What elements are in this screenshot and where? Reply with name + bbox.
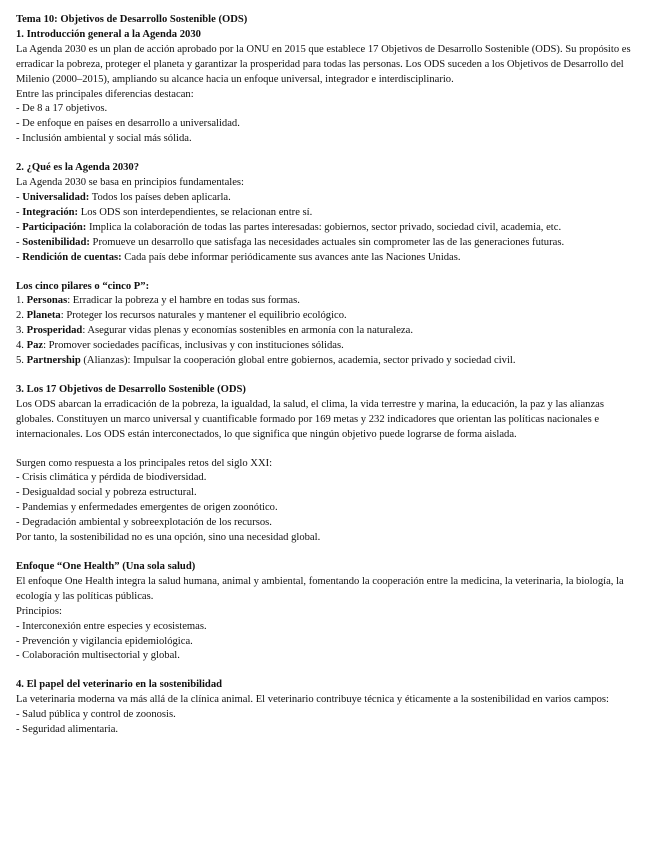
section-2-heading: 2. ¿Qué es la Agenda 2030? <box>16 162 140 174</box>
list-item: - Crisis climática y pérdida de biodiversidad. <box>16 472 207 484</box>
list-item: - Degradación ambiental y sobreexplotación de los recursos. <box>16 517 272 529</box>
list-item: - Participación: Implica la colaboración de todas las partes interesadas: gobiernos, sector privado, sociedad civil, academia, etc. <box>16 221 562 233</box>
principle-text: Los ODS son interdependientes, se relacionan entre sí. <box>78 206 313 218</box>
pillar-text: : Proteger los recursos naturales y mantener el equilibrio ecológico. <box>60 310 347 322</box>
list-item: - De 8 a 17 objetivos. <box>16 103 108 115</box>
list-item: - Rendición de cuentas: Cada país debe informar periódicamente sus avances ante las Naciones Unidas. <box>16 251 461 263</box>
section-1-paragraph: La Agenda 2030 es un plan de acción aprobado por la ONU en 2015 que establece 17 Objetivos de Desarrollo Sostenible (ODS). Su propósito es erradicar la pobreza, proteger el planeta y garantizar la prosperidad para todas las personas. Los ODS suceden a los Objetivos de Desarrollo del Milenio (2000–2015), ampliando su alcance hacia un enfoque universal, integrador e interdisciplinario. <box>16 43 631 85</box>
list-item: - De enfoque en países en desarrollo a universalidad. <box>16 118 240 130</box>
principle-label: Sostenibilidad: <box>22 236 90 248</box>
spacer <box>16 546 641 560</box>
list-item: - Inclusión ambiental y social más sólida. <box>16 133 192 145</box>
pillar-text: (Alianzas): Impulsar la cooperación global entre gobiernos, academia, sector privado y sociedad civil. <box>80 355 516 367</box>
pillar-number: 5. <box>16 355 27 367</box>
document-title: Tema 10: Objetivos de Desarrollo Sostenible (ODS) <box>16 14 248 25</box>
spacer <box>16 266 641 280</box>
spacer <box>16 664 641 678</box>
section-1-intro: Entre las principales diferencias destacan: <box>16 88 194 100</box>
onehealth-intro: Principios: <box>16 605 62 617</box>
spacer <box>16 443 641 457</box>
section-3-conclusion: Por tanto, la sostenibilidad no es una opción, sino una necesidad global. <box>16 532 321 544</box>
list-item: - Desigualdad social y pobreza estructural. <box>16 487 197 499</box>
section-1-heading: 1. Introducción general a la Agenda 2030 <box>16 28 201 40</box>
list-item: - Prevención y vigilancia epidemiológica. <box>16 635 193 647</box>
list-item: - Seguridad alimentaria. <box>16 724 119 736</box>
principle-text: Todos los países deben aplicarla. <box>89 191 231 203</box>
principle-label: Rendición de cuentas: <box>22 251 122 263</box>
pillar-text: : Asegurar vidas plenas y economías sostenibles en armonía con la naturaleza. <box>82 325 413 337</box>
list-item: - Sostenibilidad: Promueve un desarrollo que satisfaga las necesidades actuales sin comprometer las de las generaciones futuras. <box>16 236 565 248</box>
principle-label: Universalidad: <box>22 191 90 203</box>
list-item: - Universalidad: Todos los países deben aplicarla. <box>16 191 231 203</box>
list-item: - Colaboración multisectorial y global. <box>16 650 180 662</box>
list-item: - Integración: Los ODS son interdependientes, se relacionan entre sí. <box>16 206 313 218</box>
section-3-paragraph: Los ODS abarcan la erradicación de la pobreza, la igualdad, la salud, el clima, la vida terrestre y marina, la educación, la paz y las alianzas globales. Constituyen un marco universal y cuantificable formado por 169 metas y 232 indicadores que orientan las políticas nacionales e internacionales. Los ODS están interconectados, lo que significa que ningún objetivo puede lograrse de forma aislada. <box>16 398 604 440</box>
list-item <box>16 339 641 354</box>
principle-label: Participación: <box>22 221 87 233</box>
list-item: - Salud pública y control de zoonosis. <box>16 709 176 721</box>
pillar-text: : Erradicar la pobreza y el hambre en todas sus formas. <box>67 295 300 307</box>
pillar-number: 4. <box>16 340 27 352</box>
pillar-label: Partnership <box>26 355 81 367</box>
section-4-paragraph: La veterinaria moderna va más allá de la clínica animal. El veterinario contribuye técnica y éticamente a la sostenibilidad en varios campos: <box>16 694 610 706</box>
list-item <box>16 354 641 369</box>
principle-text: Implica la colaboración de todas las partes interesadas: gobiernos, sector privado, sociedad civil, academia, etc. <box>86 221 562 233</box>
spacer <box>16 147 641 161</box>
spacer <box>16 369 641 383</box>
pillar-label: Personas <box>26 295 68 307</box>
list-item <box>16 324 641 339</box>
list-item: - Interconexión entre especies y ecosistemas. <box>16 620 207 632</box>
section-3-heading: 3. Los 17 Objetivos de Desarrollo Sostenible (ODS) <box>16 383 246 395</box>
section-2-intro: La Agenda 2030 se basa en principios fundamentales: <box>16 177 244 189</box>
onehealth-heading: Enfoque “One Health” (Una sola salud) <box>16 561 196 572</box>
pillars-heading: Los cinco pilares o “cinco P”: <box>16 280 150 292</box>
list-item <box>16 294 641 309</box>
principle-text: Cada país debe informar periódicamente sus avances ante las Naciones Unidas. <box>121 251 461 263</box>
list-item: - Pandemias y enfermedades emergentes de origen zoonótico. <box>16 502 278 514</box>
pillar-number: 2. <box>16 310 27 322</box>
pillar-number: 1. <box>16 295 27 307</box>
pillar-number: 3. <box>16 325 27 337</box>
pillar-label: Planeta <box>26 310 61 322</box>
section-4-heading: 4. El papel del veterinario en la sostenibilidad <box>16 679 223 691</box>
pillar-label: Prosperidad <box>26 325 83 337</box>
list-item <box>16 309 641 324</box>
pillar-label: Paz <box>26 340 44 352</box>
onehealth-paragraph: El enfoque One Health integra la salud humana, animal y ambiental, fomentando la cooperación entre la medicina, la veterinaria, la biología, la ecología y las políticas públicas. <box>16 575 624 602</box>
pillar-text: : Promover sociedades pacíficas, inclusivas y con instituciones sólidas. <box>43 340 344 352</box>
section-3-intro: Surgen como respuesta a los principales retos del siglo XXI: <box>16 457 273 469</box>
principle-label: Integración: <box>22 206 79 218</box>
principle-text: Promueve un desarrollo que satisfaga las necesidades actuales sin comprometer las de las generaciones futuras. <box>89 236 565 248</box>
